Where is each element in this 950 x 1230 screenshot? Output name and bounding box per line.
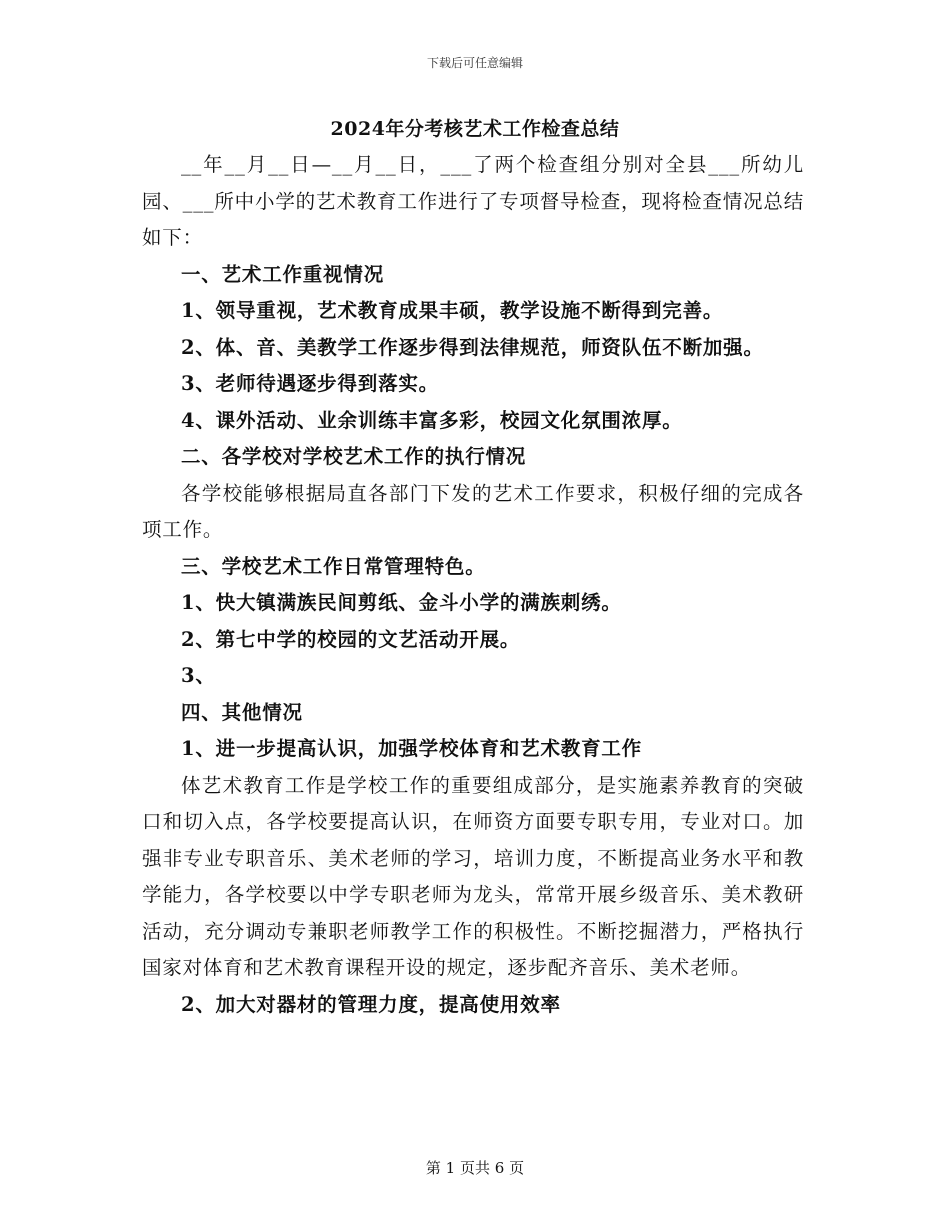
paragraph-intro: __年__月__日—__月__日，___了两个检查组分别对全县___所幼儿园、___所中小学的艺术教育工作进行了专项督导检查，现将检查情况总结如下： [142,153,804,249]
section-heading-2: 二、各学校对学校艺术工作的执行情况 [181,445,527,468]
page-footer: 第 1 页共 6 页 [425,1159,525,1177]
section-heading-1: 一、艺术工作重视情况 [181,262,385,286]
list-item: 3、老师待遇逐步得到落实。 [181,372,439,395]
list-item: 1、领导重视，艺术教育成果丰硕，教学设施不断得到完善。 [181,299,724,322]
paragraph: 体艺术教育工作是学校工作的重要组成部分，是实施素养教育的突破口和切入点，各学校要提高认识，在师资方面要专职专用，专业对口。加强非专业专职音乐、美术老师的学习，培训力度，不断提高业务水平和教学能力，各学校要以中学专职老师为龙头，常常开展乡级音乐、美术教研活动，充分调动专兼职老师教学工作的积极性。不断挖掘潜力，严格执行国家对体育和艺术教育课程开设的规定，逐步配齐音乐、美术老师。 [142,773,804,979]
section-heading-4: 四、其他情况 [181,700,303,724]
subsection-heading: 2、加大对器材的管理力度，提高使用效率 [181,992,561,1016]
list-item: 3、 [181,664,216,687]
document-body [142,147,804,1023]
paragraph: 各学校能够根据局直各部门下发的艺术工作要求，积极仔细的完成各项工作。 [142,481,804,541]
document-title: 2024年分考核艺术工作检查总结 [330,118,620,140]
list-item: 4、课外活动、业余训练丰富多彩，校园文化氛围浓厚。 [181,408,683,432]
subsection-heading: 1、进一步提高认识，加强学校体育和艺术教育工作 [181,737,642,760]
list-item: 2、体、音、美教学工作逐步得到法律规范，师资队伍不断加强。 [181,335,764,359]
header-note: 下载后可任意编辑 [426,56,523,70]
list-item: 2、第七中学的校园的文艺活动开展。 [181,627,521,651]
section-heading-3: 三、学校艺术工作日常管理特色。 [181,554,486,578]
list-item: 1、快大镇满族民间剪纸、金斗小学的满族刺绣。 [181,591,622,614]
